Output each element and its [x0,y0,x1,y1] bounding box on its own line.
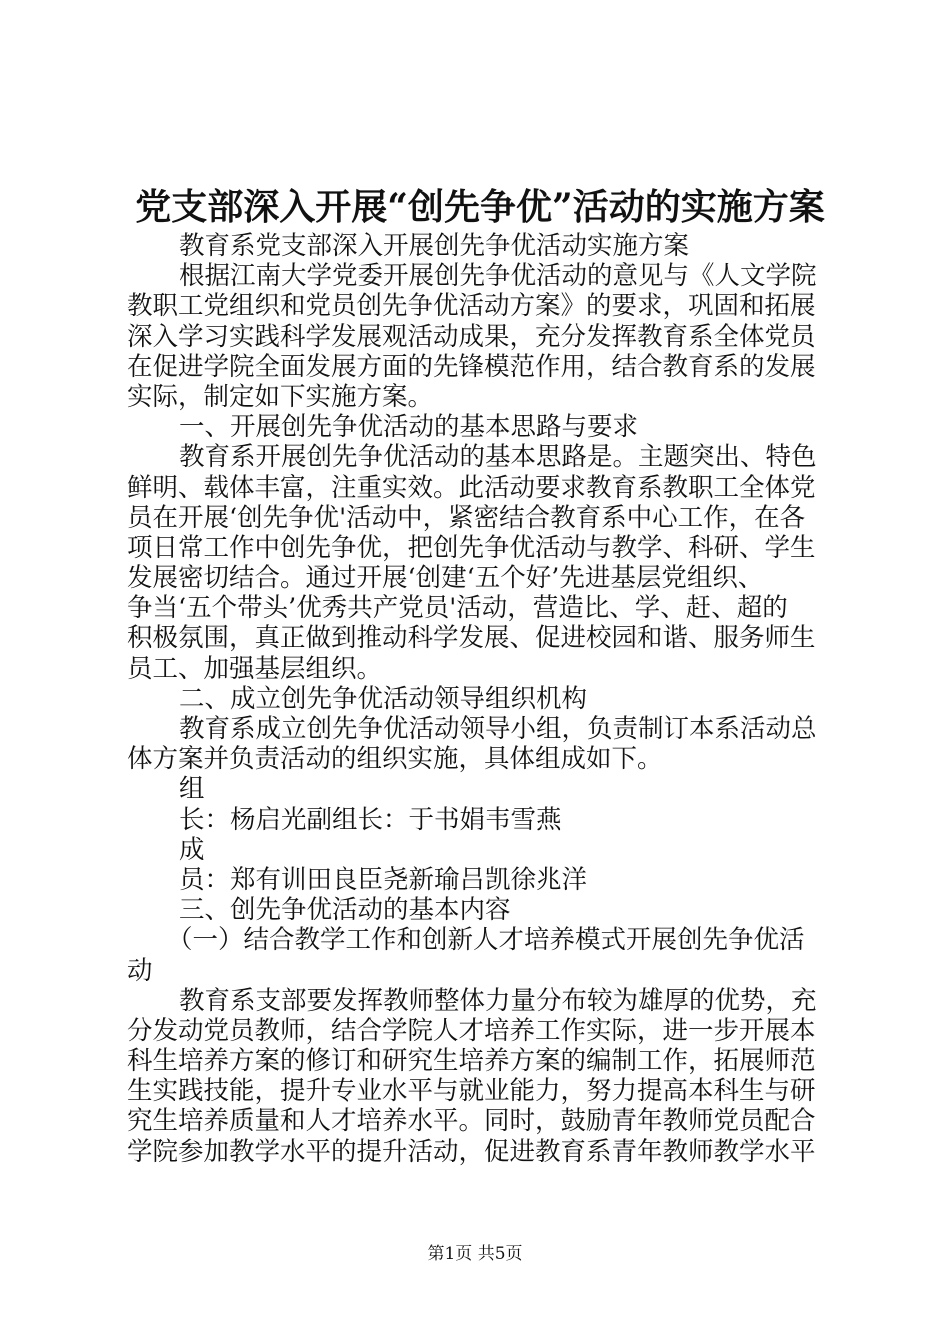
body-line: 科生培养方案的修订和研究生培养方案的编制工作，拓展师范 [127,1046,816,1077]
body-line: 实际，制定如下实施方案。 [127,381,434,412]
body-line: 教育系支部要发挥教师整体力量分布较为雄厚的优势，充 [179,985,817,1016]
body-line: 员工、加强基层组织。 [127,653,383,684]
body-line: 在促进学院全面发展方面的先锋模范作用，结合教育系的发展 [127,351,816,382]
body-line: 生实践技能，提升专业水平与就业能力，努力提高本科生与研 [127,1076,816,1107]
body-line: 深入学习实践科学发展观活动成果，充分发挥教育系全体党员 [127,321,816,352]
body-line: 组 [179,774,205,805]
section-heading: 一、开展创先争优活动的基本思路与要求 [179,412,639,443]
body-line: 项日常工作中创先争优，把创先争优活动与教学、科研、学生 [127,532,816,563]
document-body [127,231,829,1167]
body-line: 积极氛围，真正做到推动科学发展、促进校园和谐、服务师生 [127,623,816,654]
body-line: 体方案并负责活动的组织实施，具体组成如下。 [127,744,663,775]
body-line: 教育系成立创先争优活动领导小组，负责制订本系活动总 [179,714,817,744]
body-line: 学院参加教学水平的提升活动，促进教育系青年教师教学水平 [127,1136,816,1167]
page-number: 第1页 共5页 [427,1244,523,1264]
body-line: 员在开展‘创先争优'活动中，紧密结合教育系中心工作，在各 [127,502,806,533]
subsection-heading: 动 [127,955,153,986]
body-line: 究生培养质量和人才培养水平。同时，鼓励青年教师党员配合 [127,1106,816,1137]
section-heading: 三、创先争优活动的基本内容 [179,895,511,926]
body-line: 长：杨启光副组长：于书娟韦雪燕 [179,804,562,835]
body-line: 成 [179,834,205,865]
subsection-heading: （一）结合教学工作和创新人才培养模式开展创先争优活 [167,925,805,956]
body-line: 教职工党组织和党员创先争优活动方案》的要求，巩固和拓展 [127,291,816,322]
body-line: 鲜明、载体丰富，注重实效。此活动要求教育系教职工全体党 [127,472,816,503]
body-line: 教育系开展创先争优活动的基本思路是。主题突出、特色 [179,442,817,473]
body-line: 争当‘五个带头’优秀共产党员'活动，营造比、学、赶、超的 [127,593,788,624]
body-line: 教育系党支部深入开展创先争优活动实施方案 [179,231,690,261]
section-heading: 二、成立创先争优活动领导组织机构 [179,683,588,714]
body-line: 员：郑有训田良臣尧新瑜吕凯徐兆洋 [179,864,588,895]
body-line: 发展密切结合。通过开展‘创建‘五个好’先进基层党组织、 [127,563,764,594]
body-line: 根据江南大学党委开展创先争优活动的意见与《人文学院 [179,261,817,292]
document-title: 党支部深入开展“创先争优”活动的实施方案 [135,186,825,228]
body-line: 分发动党员教师，结合学院人才培养工作实际，进一步开展本 [127,1015,816,1046]
